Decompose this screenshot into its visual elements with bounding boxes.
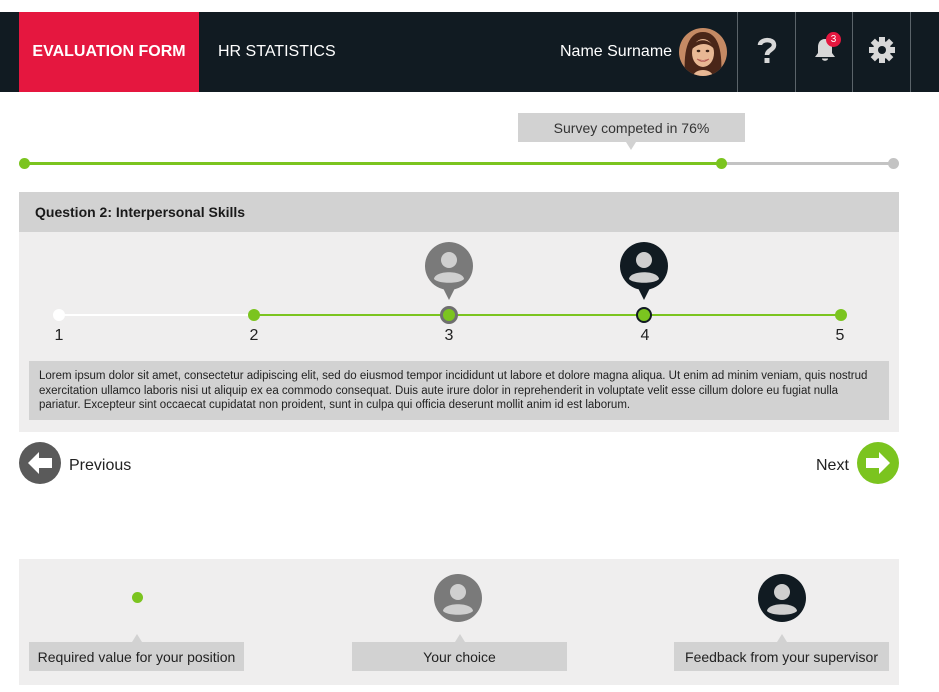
- legend-panel: [19, 559, 899, 685]
- previous-button[interactable]: [19, 442, 131, 489]
- scale-label-3: 3: [444, 327, 454, 344]
- user-name[interactable]: Name Surname: [560, 43, 673, 60]
- your-choice-icon: [434, 574, 482, 627]
- tab-evaluation-form[interactable]: EVALUATION FORM: [19, 12, 199, 92]
- help-icon: [756, 36, 778, 69]
- next-button[interactable]: [816, 442, 899, 489]
- scale-dot-2[interactable]: [248, 309, 260, 321]
- legend-supervisor-label: Feedback from your supervisor: [674, 642, 889, 671]
- question-description: Lorem ipsum dolor sit amet, consectetur adipiscing elit, sed do eiusmod tempor incididunt ut labore et dolore magna aliqua. Ut enim ad minim veniam, quis nostrud exercitation ullamco laboris nisi ut aliquip ex ea commodo consequat. Duis aute irure dolor in reprehenderit in voluptate velit esse cillum dolore eu fugiat nulla pariatur. Excepteur sint occaecat cupidatat non proident, sunt in culpa qui officia deserunt mollit anim id est laborum.: [29, 361, 889, 420]
- question-header: [19, 192, 899, 232]
- question-title: Question 2: Interpersonal Skills: [35, 204, 246, 220]
- required-value-dot: [132, 592, 143, 603]
- top-nav-bar: [0, 12, 939, 92]
- next-label: Next: [816, 456, 849, 474]
- scale-line-unrated: [59, 314, 254, 316]
- notification-badge: 3: [826, 32, 841, 47]
- supervisor-feedback-marker: [620, 242, 668, 307]
- progress-track: [24, 162, 894, 165]
- progress-current-dot: [716, 158, 727, 169]
- notifications-button[interactable]: [795, 12, 853, 92]
- scale-dot-5[interactable]: [835, 309, 847, 321]
- question-panel: [19, 232, 899, 432]
- settings-button[interactable]: [852, 12, 911, 92]
- avatar[interactable]: [679, 28, 727, 76]
- scale-label-1: 1: [54, 327, 64, 344]
- scale-dot-4[interactable]: [636, 307, 652, 323]
- scale-line-rated: [254, 314, 841, 316]
- progress-fill: [24, 162, 721, 165]
- progress-start-dot: [19, 158, 30, 169]
- arrow-left-icon: [19, 442, 61, 489]
- scale-label-4: 4: [640, 327, 650, 344]
- gear-icon: [868, 36, 896, 69]
- scale-label-5: 5: [835, 327, 845, 344]
- help-button[interactable]: [737, 12, 795, 92]
- progress-tooltip: Survey competed in 76%: [518, 113, 745, 142]
- scale-dot-1[interactable]: [53, 309, 65, 321]
- previous-label: Previous: [69, 456, 132, 474]
- scale-dot-3[interactable]: [440, 306, 458, 324]
- your-choice-marker: [425, 242, 473, 307]
- arrow-right-icon: [857, 442, 899, 489]
- legend-required-label: Required value for your position: [29, 642, 244, 671]
- tab-hr-statistics[interactable]: HR STATISTICS: [218, 43, 336, 60]
- progress-end-dot: [888, 158, 899, 169]
- supervisor-icon: [758, 574, 806, 627]
- scale-label-2: 2: [249, 327, 259, 344]
- legend-choice-label: Your choice: [352, 642, 567, 671]
